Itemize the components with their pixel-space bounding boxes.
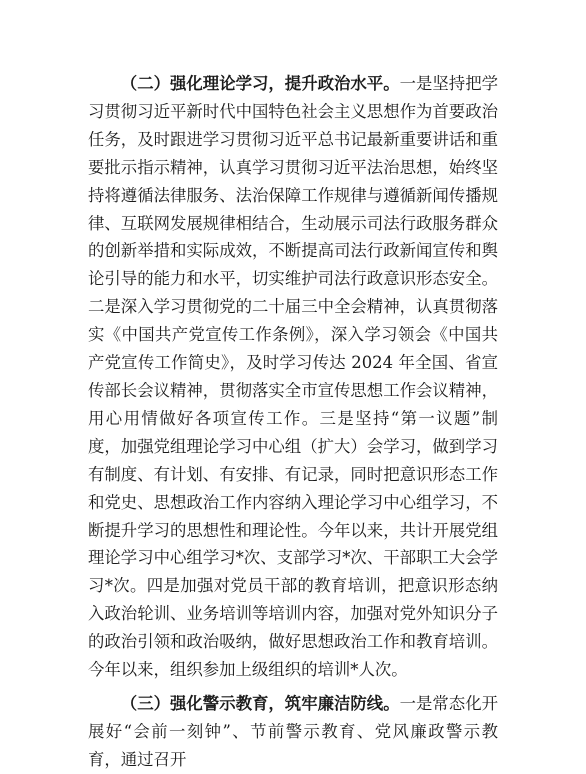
paragraph-warning-education	[88, 690, 498, 774]
document-body	[88, 70, 498, 774]
section-heading-theory-study: （二）强化理论学习，提升政治水平。	[120, 74, 400, 93]
paragraph-text-warning-education: 一是常态化开展好“会前一刻钟”、节前警示教育、党风廉政警示教育，通过召开	[88, 693, 499, 769]
section-heading-warning-education: （三）强化警示教育，筑牢廉洁防线。	[120, 693, 400, 713]
paragraph-text-theory-study: 一是坚持把学习贯彻习近平新时代中国特色社会主义思想作为首要政治任务，及时跟进学习贯彻习近平总书记最新重要讲话和重要批示指示精神，认真学习贯彻习近平法治思想，始终坚持将遵循法律服务、法治保障工作规律与遵循新闻传播规律、互联网发展规律相结合，生动展示司法行政服务群众的创新举措和实际成效，不断提高司法行政新闻宣传和舆论引导的能力和水平，切实维护司法行政意识形态安全。二是深入学习贯彻党的二十届三中全会精神，认真贯彻落实《中国共产党宣传工作条例》，深入学习领会《中国共产党宣传工作简史》，及时学习传达 2024 年全国、省宣传部长会议精神，贯彻落实全市宣传思想工作会议精神，用心用情做好各项宣传工作。三是坚持“第一议题”制度，加强党组理论学习中心组（扩大）会学习，做到学习有制度、有计划、有安排、有记录，同时把意识形态工作和党史、思想政治工作内容纳入理论学习中心组学习，不断提升学习的思想性和理论性。今年以来，共计开展党组理论学习中心组学习*次、支部学习*次、干部职工大会学习*次。四是加强对党员干部的教育培训，把意识形态纳入政治轮训、业务培训等培训内容，加强对党外知识分子的政治引领和政治吸纳，做好思想政治工作和教育培训。今年以来，组织参加上级组织的培训*人次。	[88, 74, 499, 680]
paragraph-theory-study	[88, 70, 498, 684]
